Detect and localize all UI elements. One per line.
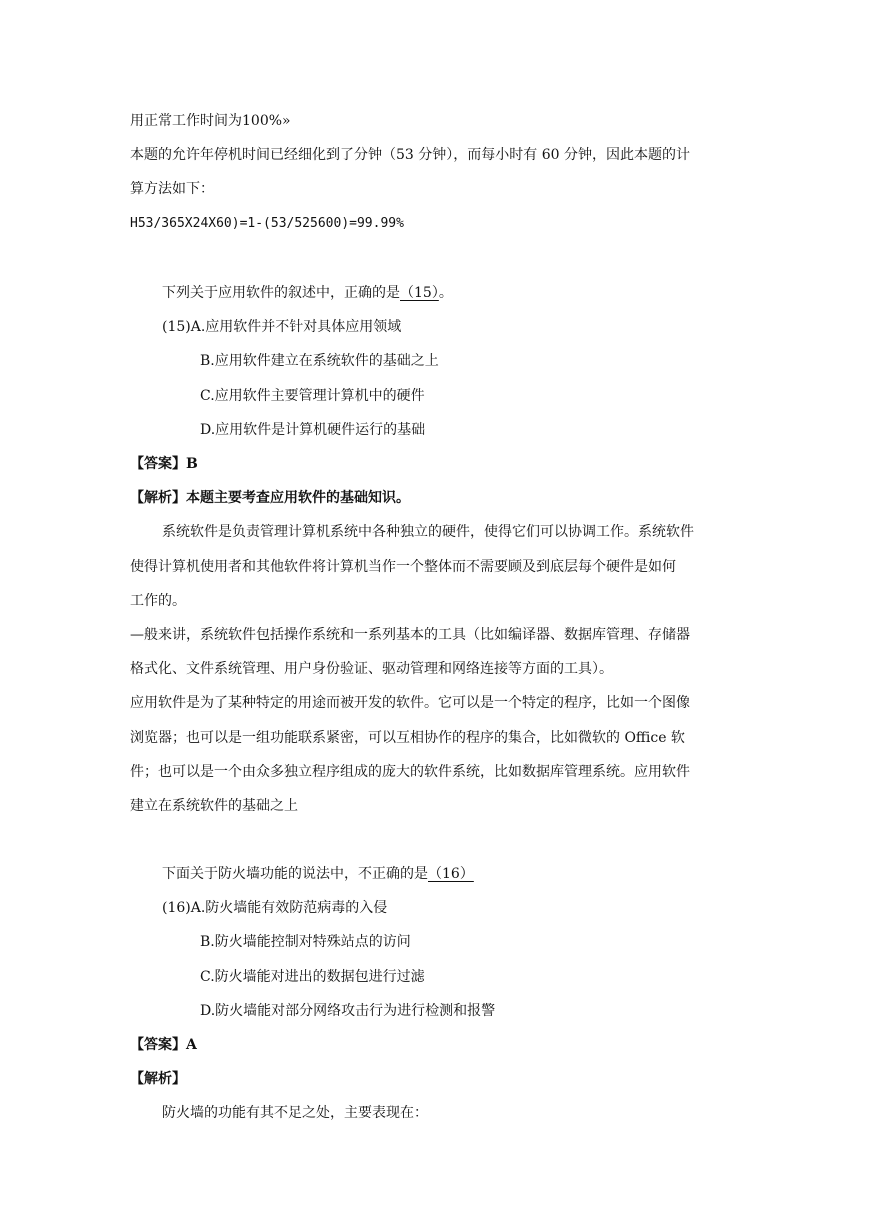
paragraph-line: 应用软件是为了某种特定的用途而被开发的软件。它可以是一个特定的程序，比如一个图像 [130,695,690,711]
question-stem-text: 下列关于应用软件的叙述中，正确的是 [162,285,400,301]
option-b: B.防火墙能控制对特殊站点的访问 [200,934,411,950]
analysis-title: 【解析】本题主要考查应用软件的基础知识。 [130,490,410,506]
formula-line: H53/365X24X60)=1-(53/525600)=99.99% [130,216,404,231]
paragraph-line: 浏览器；也可以是一组功能联系紧密，可以互相协作的程序的集合，比如微软的 Office 软 [130,730,685,746]
paragraph-line: 使得计算机使用者和其他软件将计算机当作一个整体而不需要顾及到底层每个硬件是如何 [130,559,676,575]
paragraph-line: 建立在系统软件的基础之上 [130,798,298,814]
text-line: 本题的允许年停机时间已经细化到了分钟（53 分钟），而每小时有 60 分钟，因此本题的计 [130,147,690,163]
answer-label: 【答案】B [130,456,198,472]
text-line: 算方法如下： [130,181,214,197]
paragraph-line: 工作的。 [130,593,186,609]
analysis-title: 【解析】 [130,1071,186,1087]
option-c: C.防火墙能对进出的数据包进行过滤 [200,969,425,985]
answer-label: 【答案】A [130,1037,197,1053]
paragraph-line: 防火墙的功能有其不足之处，主要表现在： [162,1105,428,1121]
option-d: D.应用软件是计算机硬件运行的基础 [200,422,426,438]
paragraph-line: 件；也可以是一个由众多独立程序组成的庞大的软件系统，比如数据库管理系统。应用软件 [130,764,690,780]
option-c: C.应用软件主要管理计算机中的硬件 [200,388,425,404]
question-stem-text: 下面关于防火墙功能的说法中，不正确的是 [162,866,428,882]
option-a: (15)A.应用软件并不针对具体应用领域 [162,319,402,335]
paragraph-line: 格式化、文件系统管理、用户身份验证、驱动管理和网络连接等方面的工具）。 [130,661,613,677]
paragraph-line: —般来讲，系统软件包括操作系统和一系列基本的工具（比如编译器、数据库管理、存储器 [130,627,690,643]
question-16-stem [162,864,474,884]
question-15-stem [162,283,453,303]
question-blank: （15） [400,285,439,301]
question-blank: （16） [428,866,474,882]
option-d: D.防火墙能对部分网络攻击行为进行检测和报警 [200,1003,496,1019]
paragraph-line: 系统软件是负责管理计算机系统中各种独立的硬件，使得它们可以协调工作。系统软件 [162,524,694,540]
question-stem-end: 。 [438,285,453,301]
option-b: B.应用软件建立在系统软件的基础之上 [200,353,439,369]
option-a: (16)A.防火墙能有效防范病毒的入侵 [162,900,388,916]
text-line: 用正常工作时间为100%» [130,113,291,129]
